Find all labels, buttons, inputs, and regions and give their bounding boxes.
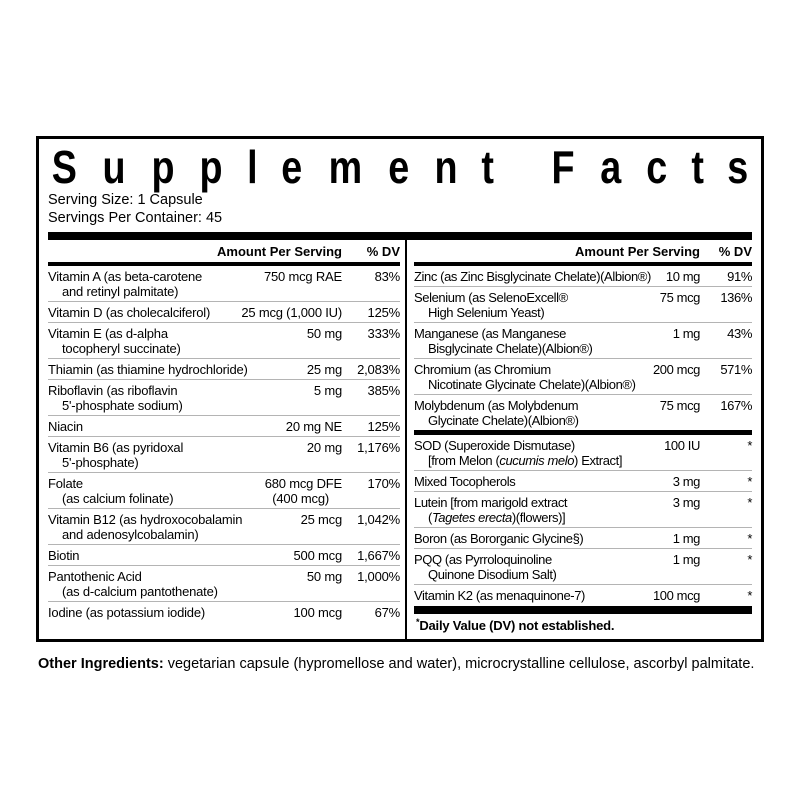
nutrient-dv: 91% bbox=[727, 268, 752, 284]
nutrient-name: Pantothenic Acid (as d-calcium pantothenate) bbox=[48, 568, 218, 599]
nutrient-dv: 2,083% bbox=[357, 361, 400, 377]
nutrient-amount: 1 mg bbox=[672, 325, 700, 341]
nutrient-amount: 75 mcg bbox=[659, 397, 700, 413]
table-row bbox=[48, 472, 400, 508]
nutrient-amount: 100 IU bbox=[664, 437, 700, 453]
left-column bbox=[48, 240, 400, 639]
nutrient-name: Chromium (as Chromium Nicotinate Glycinate Chelate)(Albion®) bbox=[414, 361, 636, 392]
table-row bbox=[414, 527, 752, 548]
nutrient-name: Iodine (as potassium iodide) bbox=[48, 604, 205, 620]
table-row bbox=[414, 435, 752, 470]
nutrient-name: PQQ (as Pyrroloquinoline Quinone Disodium Salt) bbox=[414, 551, 557, 582]
nutrient-name: Selenium (as SelenoExcell® High Selenium Yeast) bbox=[414, 289, 568, 320]
table-row bbox=[414, 548, 752, 584]
nutrient-amount: 100 mcg bbox=[293, 604, 342, 620]
nutrient-amount: 10 mg bbox=[665, 268, 700, 284]
table-row bbox=[48, 379, 400, 415]
nutrient-name: Biotin bbox=[48, 547, 80, 563]
table-row bbox=[48, 508, 400, 544]
nutrient-amount: 100 mcg bbox=[652, 587, 700, 603]
nutrient-dv: 1,176% bbox=[357, 439, 400, 455]
nutrient-name: Vitamin B6 (as pyridoxal 5'-phosphate) bbox=[48, 439, 184, 470]
left-column-header bbox=[48, 240, 400, 262]
nutrient-dv: 170% bbox=[367, 475, 400, 491]
table-row bbox=[414, 584, 752, 605]
right-column bbox=[414, 240, 752, 639]
supplement-facts-panel bbox=[36, 136, 764, 642]
nutrient-name: Zinc (as Zinc Bisglycinate Chelate)(Albion®) bbox=[414, 268, 651, 284]
other-ingredients bbox=[38, 655, 762, 673]
nutrient-amount: 20 mg bbox=[306, 439, 342, 455]
left-rows bbox=[48, 266, 400, 622]
nutrient-name: Boron (as Bororganic Glycine§) bbox=[414, 530, 584, 546]
nutrient-amount: 50 mg bbox=[306, 568, 342, 584]
nutrient-name: Niacin bbox=[48, 418, 83, 434]
nutrient-name: Mixed Tocopherols bbox=[414, 473, 516, 489]
other-ingredients-label: Other Ingredients: bbox=[38, 656, 164, 672]
table-row bbox=[414, 322, 752, 358]
table-row bbox=[48, 436, 400, 472]
thick-divider-footnote bbox=[414, 606, 752, 614]
amount-per-serving-header: Amount Per Serving bbox=[217, 244, 342, 259]
nutrient-amount: 500 mcg bbox=[293, 547, 342, 563]
nutrient-name: Manganese (as Manganese Bisglycinate Chelate)(Albion®) bbox=[414, 325, 593, 356]
nutrient-dv: 125% bbox=[367, 304, 400, 320]
nutrient-name: Vitamin B12 (as hydroxocobalamin and adenosylcobalamin) bbox=[48, 511, 243, 542]
table-row bbox=[48, 415, 400, 436]
other-ingredients-text: vegetarian capsule (hypromellose and water), microcrystalline cellulose, ascorbyl palmitate. bbox=[163, 656, 755, 672]
nutrient-amount: 1 mg bbox=[672, 551, 700, 567]
nutrient-amount: 3 mg bbox=[672, 473, 700, 489]
nutrient-amount: 50 mg bbox=[306, 325, 342, 341]
nutrient-amount: 25 mcg bbox=[300, 511, 342, 527]
amount-per-serving-header: Amount Per Serving bbox=[575, 244, 700, 259]
dv-footnote bbox=[414, 614, 752, 639]
columns-container bbox=[48, 240, 752, 639]
nutrient-dv: * bbox=[747, 494, 752, 510]
nutrient-name: Folate (as calcium folinate) bbox=[48, 475, 174, 506]
footnote-asterisk: * bbox=[416, 617, 420, 627]
nutrient-name: SOD (Superoxide Dismutase) [from Melon (cucumis melo) Extract] bbox=[414, 437, 623, 468]
nutrient-amount: 25 mcg (1,000 IU) bbox=[241, 304, 342, 320]
dv-header: % DV bbox=[366, 244, 400, 259]
nutrient-dv: 1,000% bbox=[357, 568, 400, 584]
table-row bbox=[414, 394, 752, 430]
nutrient-dv: 1,667% bbox=[357, 547, 400, 563]
table-row bbox=[48, 601, 400, 622]
nutrient-name: Vitamin E (as d-alpha tocopheryl succinate) bbox=[48, 325, 181, 356]
serving-size-text: Serving Size: 1 Capsule bbox=[48, 192, 203, 208]
nutrient-name: Thiamin (as thiamine hydrochloride) bbox=[48, 361, 248, 377]
table-row bbox=[414, 358, 752, 394]
nutrient-amount: 200 mcg bbox=[652, 361, 700, 377]
table-row bbox=[414, 491, 752, 527]
table-row bbox=[48, 301, 400, 322]
nutrient-dv: * bbox=[747, 437, 752, 453]
table-row bbox=[48, 544, 400, 565]
nutrient-amount: 5 mg bbox=[313, 382, 342, 398]
nutrient-amount: 75 mcg bbox=[659, 289, 700, 305]
nutrient-dv: 125% bbox=[367, 418, 400, 434]
column-divider bbox=[405, 240, 407, 639]
nutrient-dv: * bbox=[747, 587, 752, 603]
table-row bbox=[414, 266, 752, 286]
table-row bbox=[48, 266, 400, 301]
right-bottom-rows bbox=[414, 435, 752, 605]
panel-title: S u p p l e m e n t F a c t s bbox=[51, 141, 749, 193]
servings-per-container-text: Servings Per Container: 45 bbox=[48, 209, 223, 226]
nutrient-amount: 680 mcg DFE (400 mcg) bbox=[264, 475, 342, 506]
nutrient-amount: 20 mg NE bbox=[285, 418, 342, 434]
nutrient-amount: 1 mg bbox=[672, 530, 700, 546]
nutrient-dv: 333% bbox=[367, 325, 400, 341]
nutrient-amount: 25 mg bbox=[306, 361, 342, 377]
nutrient-name: Vitamin K2 (as menaquinone-7) bbox=[414, 587, 585, 603]
thick-divider-top bbox=[48, 232, 752, 240]
nutrient-dv: 67% bbox=[374, 604, 400, 620]
nutrient-dv: 1,042% bbox=[357, 511, 400, 527]
nutrient-dv: * bbox=[747, 473, 752, 489]
dv-header: % DV bbox=[718, 244, 752, 259]
nutrient-dv: 83% bbox=[374, 268, 400, 284]
nutrient-dv: 167% bbox=[720, 397, 752, 413]
right-column-header bbox=[414, 240, 752, 262]
table-row bbox=[414, 286, 752, 322]
nutrient-amount: 750 mcg RAE bbox=[263, 268, 342, 284]
nutrient-name: Vitamin D (as cholecalciferol) bbox=[48, 304, 211, 320]
nutrient-name: Lutein [from marigold extract (Tagetes erecta)(flowers)] bbox=[414, 494, 568, 525]
nutrient-dv: * bbox=[747, 530, 752, 546]
nutrient-dv: 571% bbox=[720, 361, 752, 377]
table-row bbox=[414, 470, 752, 491]
table-row bbox=[48, 565, 400, 601]
nutrient-dv: 43% bbox=[727, 325, 752, 341]
table-row bbox=[48, 358, 400, 379]
footnote-text: Daily Value (DV) not established. bbox=[419, 618, 615, 633]
right-top-rows bbox=[414, 266, 752, 430]
nutrient-dv: 136% bbox=[720, 289, 752, 305]
nutrient-dv: * bbox=[747, 551, 752, 567]
nutrient-amount: 3 mg bbox=[672, 494, 700, 510]
nutrient-name: Riboflavin (as riboflavin 5'-phosphate sodium) bbox=[48, 382, 183, 413]
table-row bbox=[48, 322, 400, 358]
nutrient-dv: 385% bbox=[367, 382, 400, 398]
nutrient-name: Vitamin A (as beta-carotene and retinyl palmitate) bbox=[48, 268, 203, 299]
nutrient-name: Molybdenum (as Molybdenum Glycinate Chelate)(Albion®) bbox=[414, 397, 579, 428]
